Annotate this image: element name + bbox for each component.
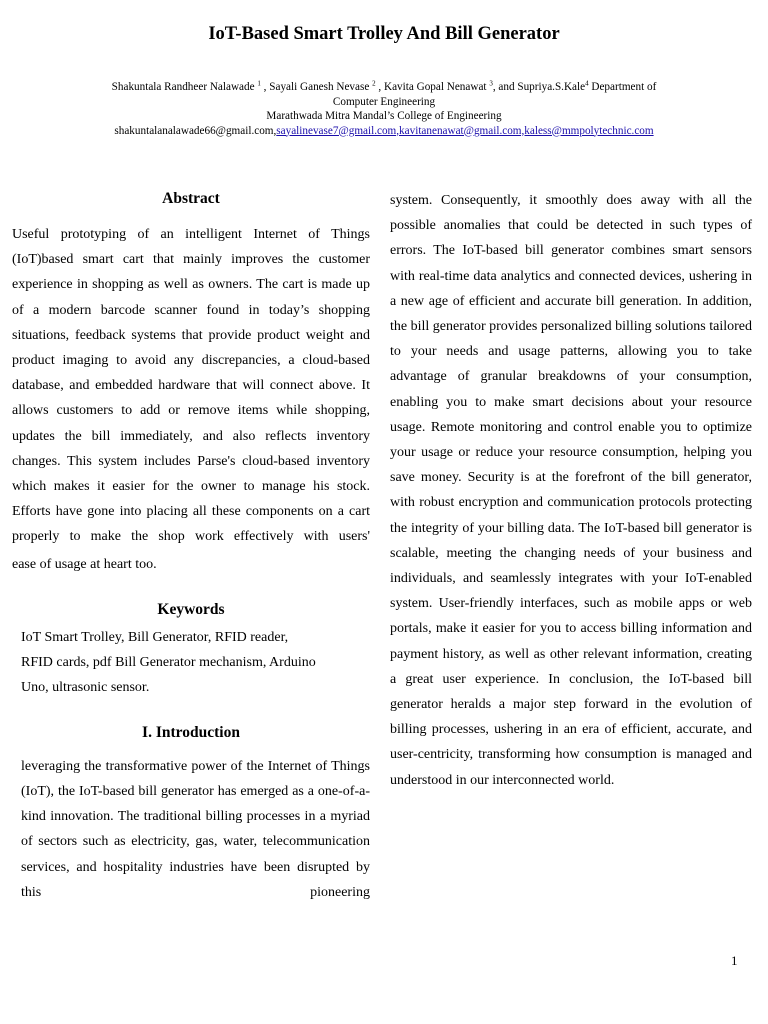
introduction-continued-text: system. Consequently, it smoothly does away with all the possible anomalies that could be detected in such types of errors. The IoT-based bill generator combines smart sensors with real-time data analytics and connected devices, ushering in a new age of efficient and accurate bill generation. In addition, the bill generator provides personalized billing solutions tailored to your needs and usage patterns, allowing you to take advantage of granular breakdowns of your consumption, enabling you to make smart decisions about your resource usage. Remote monitoring and control enable you to optimize your usage or reduce your resource consumption, helping you save money. Security is at the forefront of the bill generator, with robust encryption and communication protocols protecting the integrity of your billing data. The IoT-based bill generator is scalable, meeting the changing needs of your business and individuals, and seamlessly integrates with your IoT-enabled system. User-friendly interfaces, such as mobile apps or web portals, make it easier for you to access billing information and payment history, as well as other relevant information, creating a great user experience. In conclusion, the IoT-based bill generator heralds a major step forward in the evolution of billing processes, ushering in an era of efficient, accurate, and user-centricity, transforming how consumption is managed and understood in our interconnected world. bbox=[390, 193, 752, 788]
keywords-line: Uno, ultrasonic sensor. bbox=[21, 679, 150, 695]
page-number: 1 bbox=[731, 953, 738, 968]
author-affiliation-mark: 4 bbox=[585, 79, 589, 88]
abstract-text: Useful prototyping of an intelligent Internet of Things (IoT)based smart cart that mainly improves the customer experience in shopping as well as owners. The cart is made up of a modern barcode scanner found in today’s shopping situations, feedback systems that provide product weight and product imaging to avoid any discrepancies, a cloud-based database, and embedded hardware that will connect above. It allows customers to add or remove items while shopping, updates the bill immediately, and also reflects inventory changes. This system includes Parse's cloud-based inventory which makes it easier for the owner to manage his stock. Efforts have gone into placing all these components on a cart properly to make the shop work effectively with users' bbox=[12, 227, 370, 545]
abstract-last-line: ease of usage at heart too. bbox=[12, 556, 157, 572]
keywords-line: IoT Smart Trolley, Bill Generator, RFID reader, bbox=[21, 629, 289, 645]
keywords-heading: Keywords bbox=[157, 600, 225, 618]
department-line: Computer Engineering bbox=[332, 95, 436, 108]
keywords-list bbox=[12, 625, 370, 700]
introduction-heading: I. Introduction bbox=[142, 723, 240, 741]
author-name: , Kavita Gopal Nenawat bbox=[375, 81, 490, 93]
author-name: , Sayali Ganesh Nevase bbox=[260, 81, 373, 93]
author-affiliation-mark: 1 bbox=[257, 79, 261, 88]
email-line bbox=[50, 124, 718, 139]
email-plain: shakuntalanalawade66@gmail.com, bbox=[114, 124, 277, 137]
introduction-text: leveraging the transformative power of the Internet of Things (IoT), the IoT-based bill generator has emerged as a one-of-a-kind innovation. The traditional billing processes in a myriad of sectors such as electricity, gas, water, telecommunication services, and hospitality industries have been disrupted by this pioneering bbox=[21, 758, 370, 900]
right-column bbox=[390, 188, 752, 793]
author-name: Shakuntala Randheer Nalawade bbox=[111, 81, 258, 93]
paper-title: IoT-Based Smart Trolley And Bill Generator bbox=[208, 24, 560, 44]
author-name: , and Supriya.S.Kale bbox=[492, 81, 586, 93]
department-text: Department of bbox=[588, 81, 657, 93]
author-line bbox=[50, 80, 718, 95]
email-links[interactable]: sayalinevase7@gmail.com,kavitanenawat@gmail.com,kaless@mmpolytechnic.com bbox=[276, 124, 654, 137]
author-affiliation-mark: 2 bbox=[372, 79, 376, 88]
author-block bbox=[50, 80, 718, 138]
keywords-line: RFID cards, pdf Bill Generator mechanism, Arduino bbox=[21, 654, 316, 670]
left-column bbox=[12, 190, 370, 905]
abstract-heading: Abstract bbox=[162, 190, 220, 207]
college-name: Marathwada Mitra Mandal’s College of Engineering bbox=[266, 110, 502, 122]
author-affiliation-mark: 3 bbox=[489, 79, 493, 88]
